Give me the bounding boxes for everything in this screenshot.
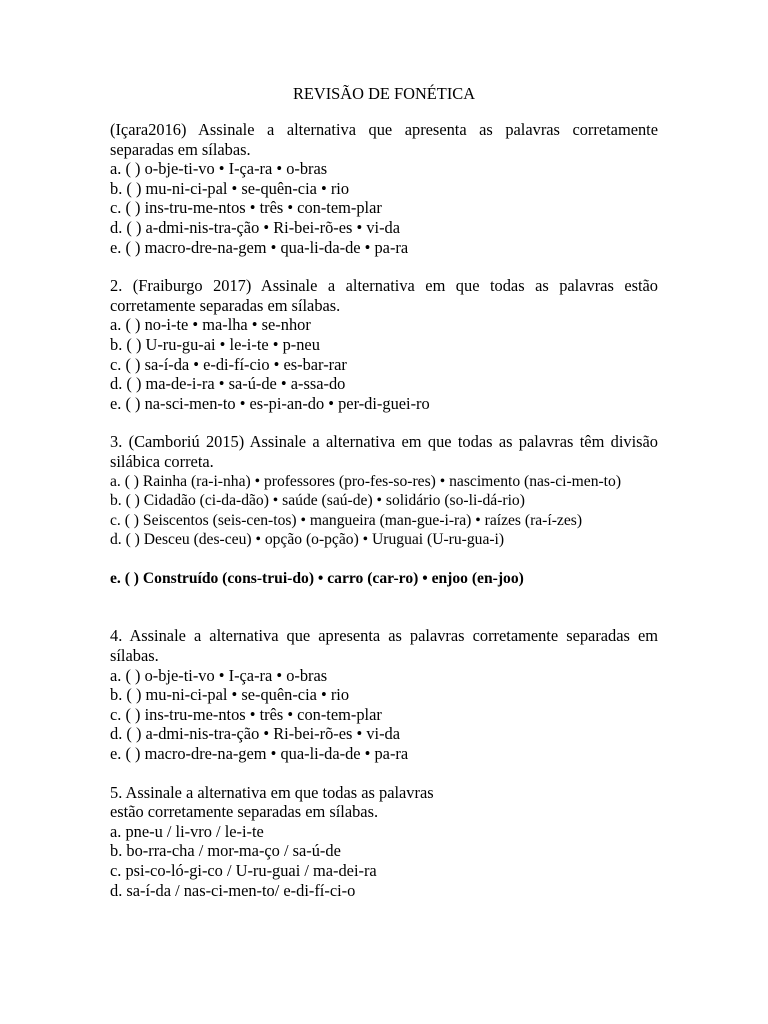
spacer — [110, 413, 658, 432]
question-2-option-a: a. ( ) no-i-te • ma-lha • se-nhor — [110, 315, 311, 335]
question-1-option-d: d. ( ) a-dmi-nis-tra-ção • Ri-bei-rõ-es • vi-da — [110, 217, 401, 237]
document-page — [110, 84, 658, 900]
question-4-stem: 4. Assinale a alternativa que apresenta as palavras corretamente separadas em sílabas. — [110, 626, 658, 666]
question-4 — [110, 626, 658, 763]
question-1-option-c: c. ( ) ins-tru-me-ntos • três • con-tem-plar — [110, 198, 382, 218]
question-5-stem-line-2: estão corretamente separadas em sílabas. — [110, 802, 379, 822]
question-5-option-b: b. bo-rra-cha / mor-ma-ço / sa-ú-de — [110, 841, 341, 861]
question-4-option-e: e. ( ) macro-dre-na-gem • qua-li-da-de • pa-ra — [110, 744, 409, 764]
question-1-stem: (Içara2016) Assinale a alternativa que apresenta as palavras corretamente separadas em sílabas. — [110, 120, 658, 159]
question-4-option-b: b. ( ) mu-ni-ci-pal • se-quên-cia • rio — [110, 685, 350, 705]
question-1-option-e: e. ( ) macro-dre-na-gem • qua-li-da-de • pa-ra — [110, 237, 409, 257]
question-4-option-c: c. ( ) ins-tru-me-ntos • três • con-tem-plar — [110, 704, 382, 724]
spacer — [110, 588, 658, 626]
question-5-stem-line-1: 5. Assinale a alternativa em que todas as palavras — [110, 782, 434, 802]
question-2-option-d: d. ( ) ma-de-i-ra • sa-ú-de • a-ssa-do — [110, 374, 346, 394]
question-1-option-b: b. ( ) mu-ni-ci-pal • se-quên-cia • rio — [110, 178, 350, 198]
question-3-option-d: d. ( ) Desceu (des-ceu) • opção (o-pção) • Uruguai (U-ru-gua-i) — [110, 531, 505, 549]
question-2 — [110, 276, 658, 413]
question-3-stem: 3. (Camboriú 2015) Assinale a alternativa em que todas as palavras têm divisão silábica correta. — [110, 432, 658, 471]
question-2-option-e: e. ( ) na-sci-men-to • es-pi-an-do • per-di-guei-ro — [110, 393, 430, 413]
question-3-option-a: a. ( ) Rainha (ra-i-nha) • professores (pro-fes-so-res) • nascimento (nas-ci-men-to) — [110, 472, 622, 490]
question-3-option-e-answer: e. ( ) Construído (cons-trui-do) • carro (car-ro) • enjoo (en-joo) — [110, 569, 524, 587]
question-3-option-b: b. ( ) Cidadão (ci-da-dão) • saúde (saú-de) • solidário (so-li-dá-rio) — [110, 492, 525, 510]
question-2-option-c: c. ( ) sa-í-da • e-di-fí-cio • es-bar-rar — [110, 354, 347, 374]
question-5 — [110, 783, 658, 901]
question-1-option-a: a. ( ) o-bje-ti-vo • I-ça-ra • o-bras — [110, 159, 328, 179]
question-4-option-a: a. ( ) o-bje-ti-vo • I-ça-ra • o-bras — [110, 665, 328, 685]
question-1 — [110, 120, 658, 257]
question-4-option-d: d. ( ) a-dmi-nis-tra-ção • Ri-bei-rõ-es • vi-da — [110, 724, 401, 744]
question-5-option-a: a. pne-u / li-vro / le-i-te — [110, 821, 264, 841]
question-2-option-b: b. ( ) U-ru-gu-ai • le-i-te • p-neu — [110, 334, 320, 354]
question-5-option-d: d. sa-í-da / nas-ci-men-to/ e-di-fí-ci-o — [110, 880, 356, 900]
question-3-option-c: c. ( ) Seiscentos (seis-cen-tos) • mangueira (man-gue-i-ra) • raízes (ra-í-zes) — [110, 511, 583, 529]
spacer — [110, 764, 658, 783]
page-title: REVISÃO DE FONÉTICA — [292, 84, 476, 103]
question-5-option-c: c. psi-co-ló-gi-co / U-ru-guai / ma-dei-ra — [110, 861, 377, 880]
spacer — [110, 257, 658, 276]
spacer — [110, 550, 658, 569]
question-3 — [110, 432, 658, 588]
question-2-stem: 2. (Fraiburgo 2017) Assinale a alternativa em que todas as palavras estão corretamente separadas em sílabas. — [110, 276, 658, 315]
